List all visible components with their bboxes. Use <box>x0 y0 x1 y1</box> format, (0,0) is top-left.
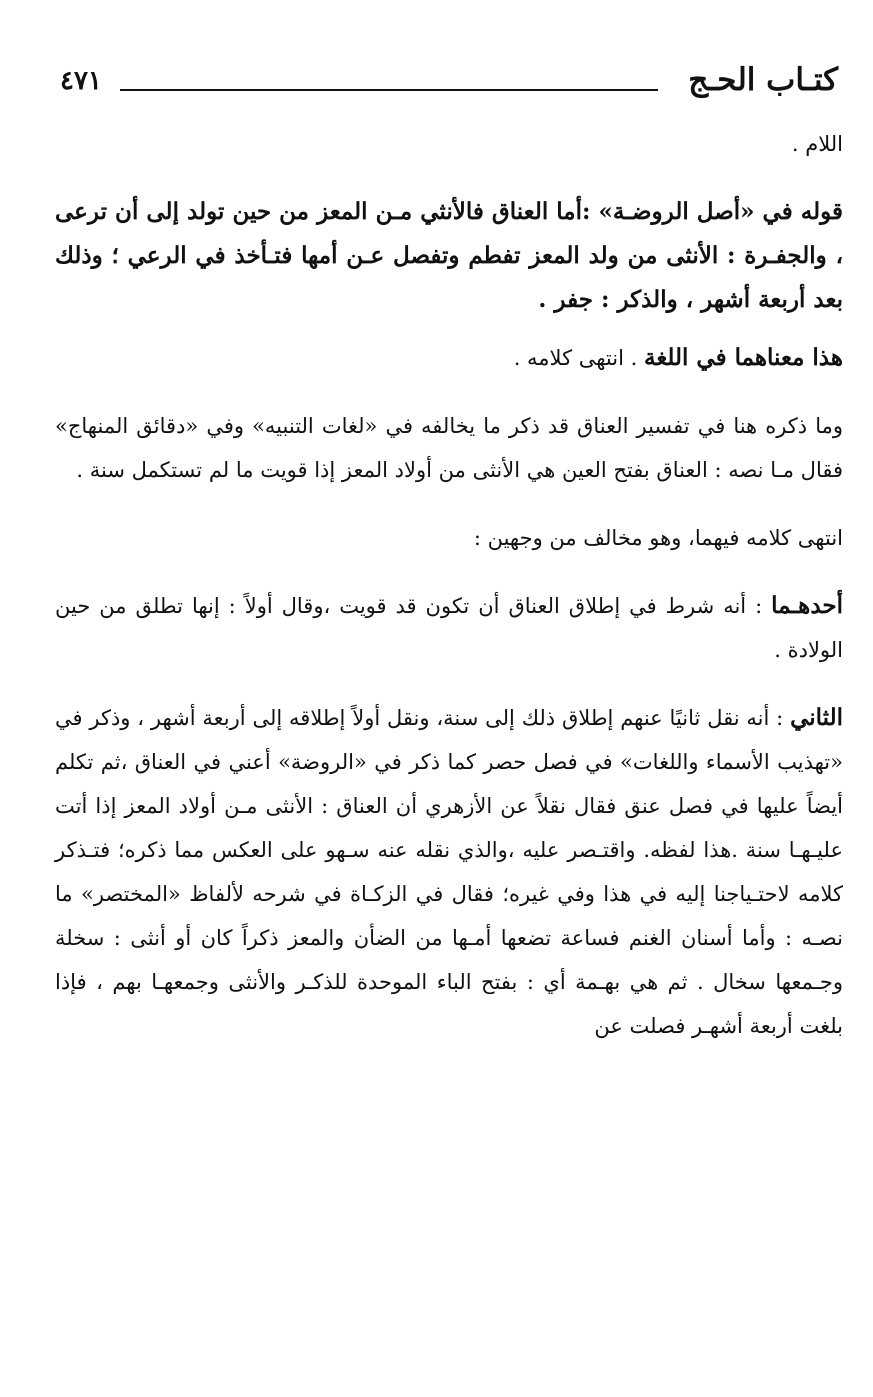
paragraph-6 <box>55 584 843 672</box>
paragraph-7-text: : أنه نقل ثانيًا عنهم إطلاق ذلك إلى سنة، ونقل أولاً إطلاقه إلى أربعة أشهر ، وذكر في «تهذيب الأسماء واللغات» في فصل حصر كما ذكر في «الروضة» أعني في العناق ،ثم تكلم أيضاً عليها في فصل عنق فقال نقلاً عن الأزهري أن العناق : الأنثى مـن أولاد المعز إذا أتت عليـهـا سنة .هذا لفظه. واقتـصر عليه ،والذي نقله عنه سـهو على العكس مما ذكره؛ فتـذكر كلامه لاحتـياجنا إليه في هذا وفي غيره؛ فقال في الزكـاة في شرحه لألفاظ «المختصر» ما نصـه : وأما أسنان الغنم فساعة تضعها أمـها من الضأن والمعز ذكراً كان أو أنثى : سخلة وجـمعها سخال . ثم هي بهـمة أي : بفتح الباء الموحدة للذكـر والأنثى وجمعهـا بهم ، فإذا بلغت أربعة أشهـر فصلت عن <box>55 706 843 1038</box>
paragraph-1: اللام . <box>791 132 843 156</box>
paragraph-3-text: . انتهى كلامه . <box>513 346 644 370</box>
paragraph-6-text: : أنه شرط في إطلاق العناق أن تكون قد قويت ،وقال أولاً : إنها تطلق من حين الولادة . <box>55 594 843 662</box>
paragraph-2: قوله في «أصل الروضـة» :أما العناق فالأنثي مـن المعز من حين تولد إلى أن ترعى ، والجفـرة : الأنثى من ولد المعز تفطم وتفصل عـن أمها فتـأخذ في الرعي ؛ وذلك بعد أربعة أشهر ، والذكر : جفر . <box>55 198 843 313</box>
paragraph-6-bold: أحدهـما <box>771 592 843 619</box>
paragraph-7-bold: الثاني <box>790 704 843 731</box>
paragraph-7 <box>55 696 843 1048</box>
page-body <box>55 122 843 1048</box>
paragraph-3 <box>55 336 843 380</box>
chapter-title: كتـاب الحـج <box>688 62 838 98</box>
paragraph-5: انتهى كلامه فيهما، وهو مخالف من وجهين : <box>473 526 843 550</box>
page-number: ٤٧١ <box>60 66 102 96</box>
running-header <box>60 62 838 112</box>
paragraph-3-bold: هذا معناهما في اللغة <box>643 344 843 371</box>
paragraph-4: وما ذكره هنا في تفسير العناق قد ذكر ما يخالفه في «لغات التنبيه» وفي «دقائق المنهاج» فقال مـا نصه : العناق بفتح العين هي الأنثى من أولاد المعز إذا قويت ما لم تستكمل سنة . <box>55 414 843 482</box>
header-rule <box>120 89 658 91</box>
